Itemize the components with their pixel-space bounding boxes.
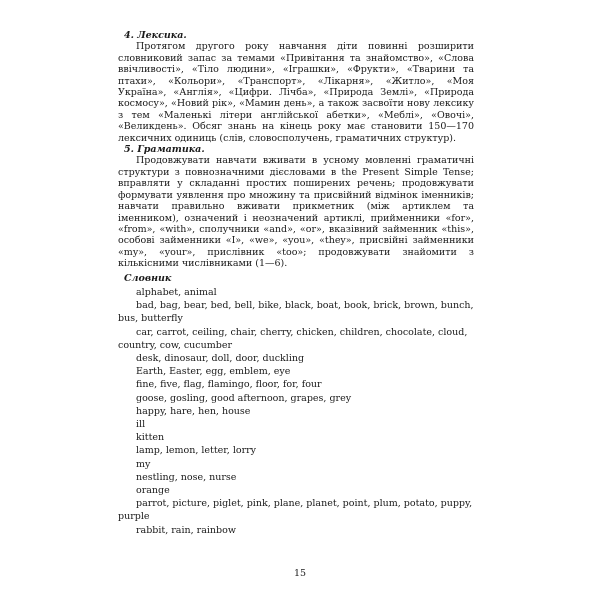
vocabulary-line-o: orange (136, 484, 170, 496)
vocabulary-line-f: fine, five, flag, flamingo, floor, for, four (136, 379, 322, 391)
section-4-text: Протягом другого року навчання діти повинні розширити словниковий запас за темами «Привітання та знайомство», «Слова ввічливості», «Тіло людини», «Іграшки», «Фрукти», «Тварини та птахи», «Кольори», «Транспорт», «Лікарня», «Житло», «Моя Україна», «Англія», «Цифри. Лічба», «Природа Землі», «Природа космосу», «Новий рік», «Мамин день», а також засвоїти нову лексику з тем «Маленькі літери англійської абетки», «Меблі», «Овочі», «Великдень». Обсяг знань на кінець року має становити 150—170 лексичних одиниць (слів, словосполучень, граматичних структур). (118, 41, 474, 144)
vocabulary-line-l: lamp, lemon, letter, lorry (136, 445, 257, 457)
vocabulary-line-i: ill (136, 418, 146, 430)
vocabulary-line-m: my (136, 458, 151, 470)
vocabulary-line-p: parrot, picture, piglet, pink, plane, planet, point, plum, potato, puppy, purple (118, 498, 473, 523)
vocabulary-line-n: nestling, nose, nurse (136, 471, 237, 483)
vocabulary-list (118, 286, 474, 537)
vocabulary-line-e: Earth, Easter, egg, emblem, eye (136, 366, 291, 378)
vocabulary-line-r: rabbit, rain, rainbow (136, 524, 236, 536)
vocabulary-line-k: kitten (136, 432, 165, 444)
section-5-text: Продовжувати навчати вживати в усному мовленні граматичні структури з повнозначними дієсловами в the Present Simple Tense; вправляти у складанні простих поширених речень; продовжувати формувати уявлення про множину та присвійний відмінок іменників; навчати правильно вживати прикметник (між артиклем та іменником), означений і неозначений артиклі, прийменники «for», «from», «with», сполучники «and», «or», вказівний займенник «this», особові займенники «I», «we», «you», «they», присвійні займенники «my», «your», прислівник «too»; продовжувати знайомити з кількісними числівниками (1—6). (118, 155, 474, 270)
vocabulary-line-g: goose, gosling, good afternoon, grapes, grey (136, 392, 352, 404)
vocabulary-line-b: bad, bag, bear, bed, bell, bike, black, boat, book, brick, brown, bunch, bus, butterfly (118, 300, 474, 325)
section-4-heading: 4. Лексика. (124, 30, 187, 41)
vocabulary-heading: Словник (124, 272, 172, 284)
page-content (118, 30, 474, 537)
page-number: 15 (293, 568, 307, 579)
vocabulary-line-h: happy, hare, hen, house (136, 405, 251, 417)
vocabulary-line-d: desk, dinosaur, doll, door, duckling (136, 352, 305, 364)
vocabulary-line-c: car, carrot, ceiling, chair, cherry, chicken, children, chocolate, cloud, country, cow, cucumber (118, 326, 468, 351)
section-5-heading: 5. Граматика. (124, 144, 205, 156)
vocabulary-line-a: alphabet, animal (136, 286, 217, 298)
